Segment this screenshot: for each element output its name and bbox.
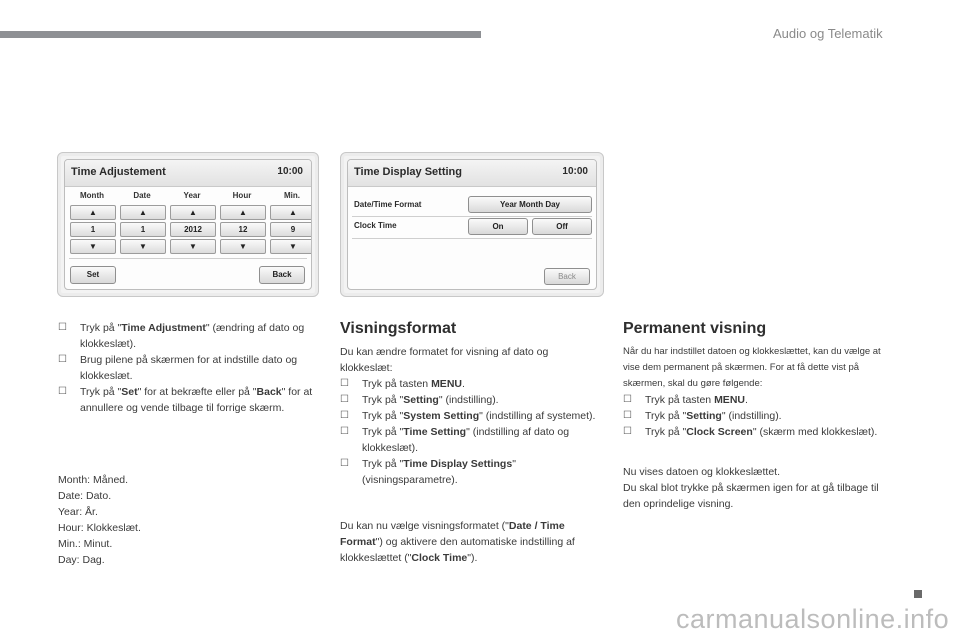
value-field[interactable]: 1 [120, 222, 166, 237]
step-text: " (indstilling). [721, 410, 782, 422]
screen-display [64, 159, 312, 290]
value-field[interactable]: 9 [270, 222, 312, 237]
section-title: Audio og Telematik [773, 26, 883, 41]
step-emphasis: Set [121, 386, 138, 398]
increment-arrow-icon[interactable]: ▲ [270, 205, 312, 220]
step-emphasis: Time Adjustment [121, 322, 206, 334]
divider [69, 258, 307, 259]
increment-arrow-icon[interactable]: ▲ [170, 205, 216, 220]
increment-arrow-icon[interactable]: ▲ [120, 205, 166, 220]
checkbox-icon: ☐ [58, 386, 67, 397]
list-item [340, 408, 598, 424]
step-text: Tryk på " [645, 426, 687, 438]
visningsformat-column [340, 344, 598, 488]
step-text: " (visningsparametre). [362, 458, 516, 486]
permanent-visning-column [623, 344, 885, 440]
screen-title: Time Adjustement [71, 166, 166, 178]
glossary-item: Month: Måned. [58, 474, 129, 486]
outro-emphasis: Clock Time [411, 552, 468, 564]
decrement-arrow-icon[interactable]: ▼ [220, 239, 266, 254]
outro-emphasis: Date / Time Format [340, 520, 565, 548]
checkbox-icon: ☐ [340, 458, 349, 469]
instructions-column [58, 320, 320, 416]
value-field[interactable]: 2012 [170, 222, 216, 237]
screen-header [65, 160, 311, 187]
decrement-arrow-icon[interactable]: ▼ [120, 239, 166, 254]
back-button[interactable]: Back [259, 266, 305, 284]
checkbox-icon: ☐ [340, 394, 349, 405]
value-field[interactable]: 1 [70, 222, 116, 237]
step-emphasis: Time Display Settings [403, 458, 513, 470]
clock-time-label: Clock Time [354, 221, 397, 230]
step-text: Tryk på tasten [362, 378, 432, 390]
back-button[interactable]: Back [544, 268, 590, 285]
screen-clock: 10:00 [562, 166, 588, 177]
clock-off-button[interactable]: Off [532, 218, 592, 235]
decrement-arrow-icon[interactable]: ▼ [70, 239, 116, 254]
step-text: Tryk på " [80, 386, 122, 398]
checkbox-icon: ☐ [623, 394, 632, 405]
step-emphasis: System Setting [403, 410, 480, 422]
step-text: Tryk på " [80, 322, 122, 334]
watermark: carmanualsonline.info [676, 604, 950, 634]
step-emphasis: Setting [403, 394, 439, 406]
step-text: . [461, 378, 465, 390]
column-label: Month [80, 191, 104, 200]
step-text: Tryk på " [362, 410, 404, 422]
increment-arrow-icon[interactable]: ▲ [70, 205, 116, 220]
header-bar [0, 31, 481, 38]
step-emphasis: Back [256, 386, 282, 398]
step-emphasis: Setting [686, 410, 722, 422]
permanent-visning-outro [623, 464, 885, 512]
clock-on-button[interactable]: On [468, 218, 528, 235]
time-adjustment-screen [57, 152, 319, 297]
step-emphasis: Time Setting [403, 426, 467, 438]
time-display-setting-screen [340, 152, 604, 297]
outro-text: Du kan nu vælge visningsformatet (" [340, 520, 509, 532]
screen-header [348, 160, 596, 187]
glossary-item: Min.: Minut. [58, 538, 113, 550]
intro-text: Du kan ændre formatet for visning af dato og klokkeslæt: [340, 346, 549, 374]
step-text: " for at bekræfte eller på " [137, 386, 257, 398]
column-label: Date [133, 191, 151, 200]
list-item [623, 408, 885, 424]
step-text: " for at annullere og vende tilbage til forrige skærm. [80, 386, 313, 414]
step-text: " (indstilling). [438, 394, 499, 406]
glossary-item: Hour: Klokkeslæt. [58, 522, 141, 534]
page-marker [914, 590, 922, 598]
list-item [623, 392, 885, 408]
screen-title: Time Display Setting [354, 166, 462, 178]
step-text: . [744, 394, 748, 406]
decrement-arrow-icon[interactable]: ▼ [170, 239, 216, 254]
step-text: Tryk på " [362, 458, 404, 470]
outro-text: ") og aktivere den automatiske indstilling af klokkeslættet (" [340, 536, 575, 564]
column-label: Year [183, 191, 201, 200]
step-text: Brug pilene på skærmen for at indstille dato og klokkeslæt. [80, 354, 298, 382]
step-text: " (indstilling af dato og klokkeslæt). [362, 426, 570, 454]
step-text: " (skærm med klokkeslæt). [752, 426, 878, 438]
divider [352, 216, 592, 217]
step-text: " (indstilling af systemet). [479, 410, 596, 422]
step-text: Tryk på " [645, 410, 687, 422]
visningsformat-outro [340, 518, 598, 566]
set-button[interactable]: Set [70, 266, 116, 284]
step-text: " (ændring af dato og klokkeslæt). [80, 322, 305, 350]
divider [352, 238, 592, 239]
step-text: Tryk på tasten [645, 394, 715, 406]
outro-text: Du skal blot trykke på skærmen igen for at gå tilbage til den oprindelige visning. [623, 482, 879, 510]
list-item [623, 424, 885, 440]
step-emphasis: MENU [714, 394, 745, 406]
date-time-format-label: Date/Time Format [354, 200, 422, 209]
outro-text: Nu vises datoen og klokkeslættet. [623, 466, 780, 478]
step-text: Tryk på " [362, 426, 404, 438]
list-item [58, 352, 320, 384]
step-text: Tryk på " [362, 394, 404, 406]
date-format-select[interactable]: Year Month Day [468, 196, 592, 213]
step-emphasis: MENU [431, 378, 462, 390]
list-item [340, 456, 598, 488]
checkbox-icon: ☐ [58, 322, 67, 333]
increment-arrow-icon[interactable]: ▲ [220, 205, 266, 220]
list-item [58, 320, 320, 352]
outro-text: "). [467, 552, 478, 564]
intro-text: Når du har indstillet datoen og klokkeslættet, kan du vælge at vise dem permanent på skærmen. For at få dette vist på skærmen, skal du gøre følgende: [623, 346, 881, 389]
list-item [340, 376, 598, 392]
glossary [58, 472, 258, 568]
list-item [58, 384, 320, 416]
value-field[interactable]: 12 [220, 222, 266, 237]
glossary-item: Year: År. [58, 506, 98, 518]
screen-display [347, 159, 597, 290]
glossary-item: Date: Dato. [58, 490, 112, 502]
checkbox-icon: ☐ [340, 378, 349, 389]
checkbox-icon: ☐ [623, 410, 632, 421]
list-item [340, 424, 598, 456]
checkbox-icon: ☐ [58, 354, 67, 365]
glossary-item: Day: Dag. [58, 554, 105, 566]
checkbox-icon: ☐ [623, 426, 632, 437]
decrement-arrow-icon[interactable]: ▼ [270, 239, 312, 254]
list-item [340, 392, 598, 408]
screen-clock: 10:00 [277, 166, 303, 177]
step-emphasis: Clock Screen [686, 426, 753, 438]
checkbox-icon: ☐ [340, 410, 349, 421]
permanent-visning-heading: Permanent visning [623, 320, 767, 337]
column-label: Min. [284, 191, 300, 200]
checkbox-icon: ☐ [340, 426, 349, 437]
column-label: Hour [232, 191, 252, 200]
visningsformat-heading: Visningsformat [340, 320, 457, 337]
